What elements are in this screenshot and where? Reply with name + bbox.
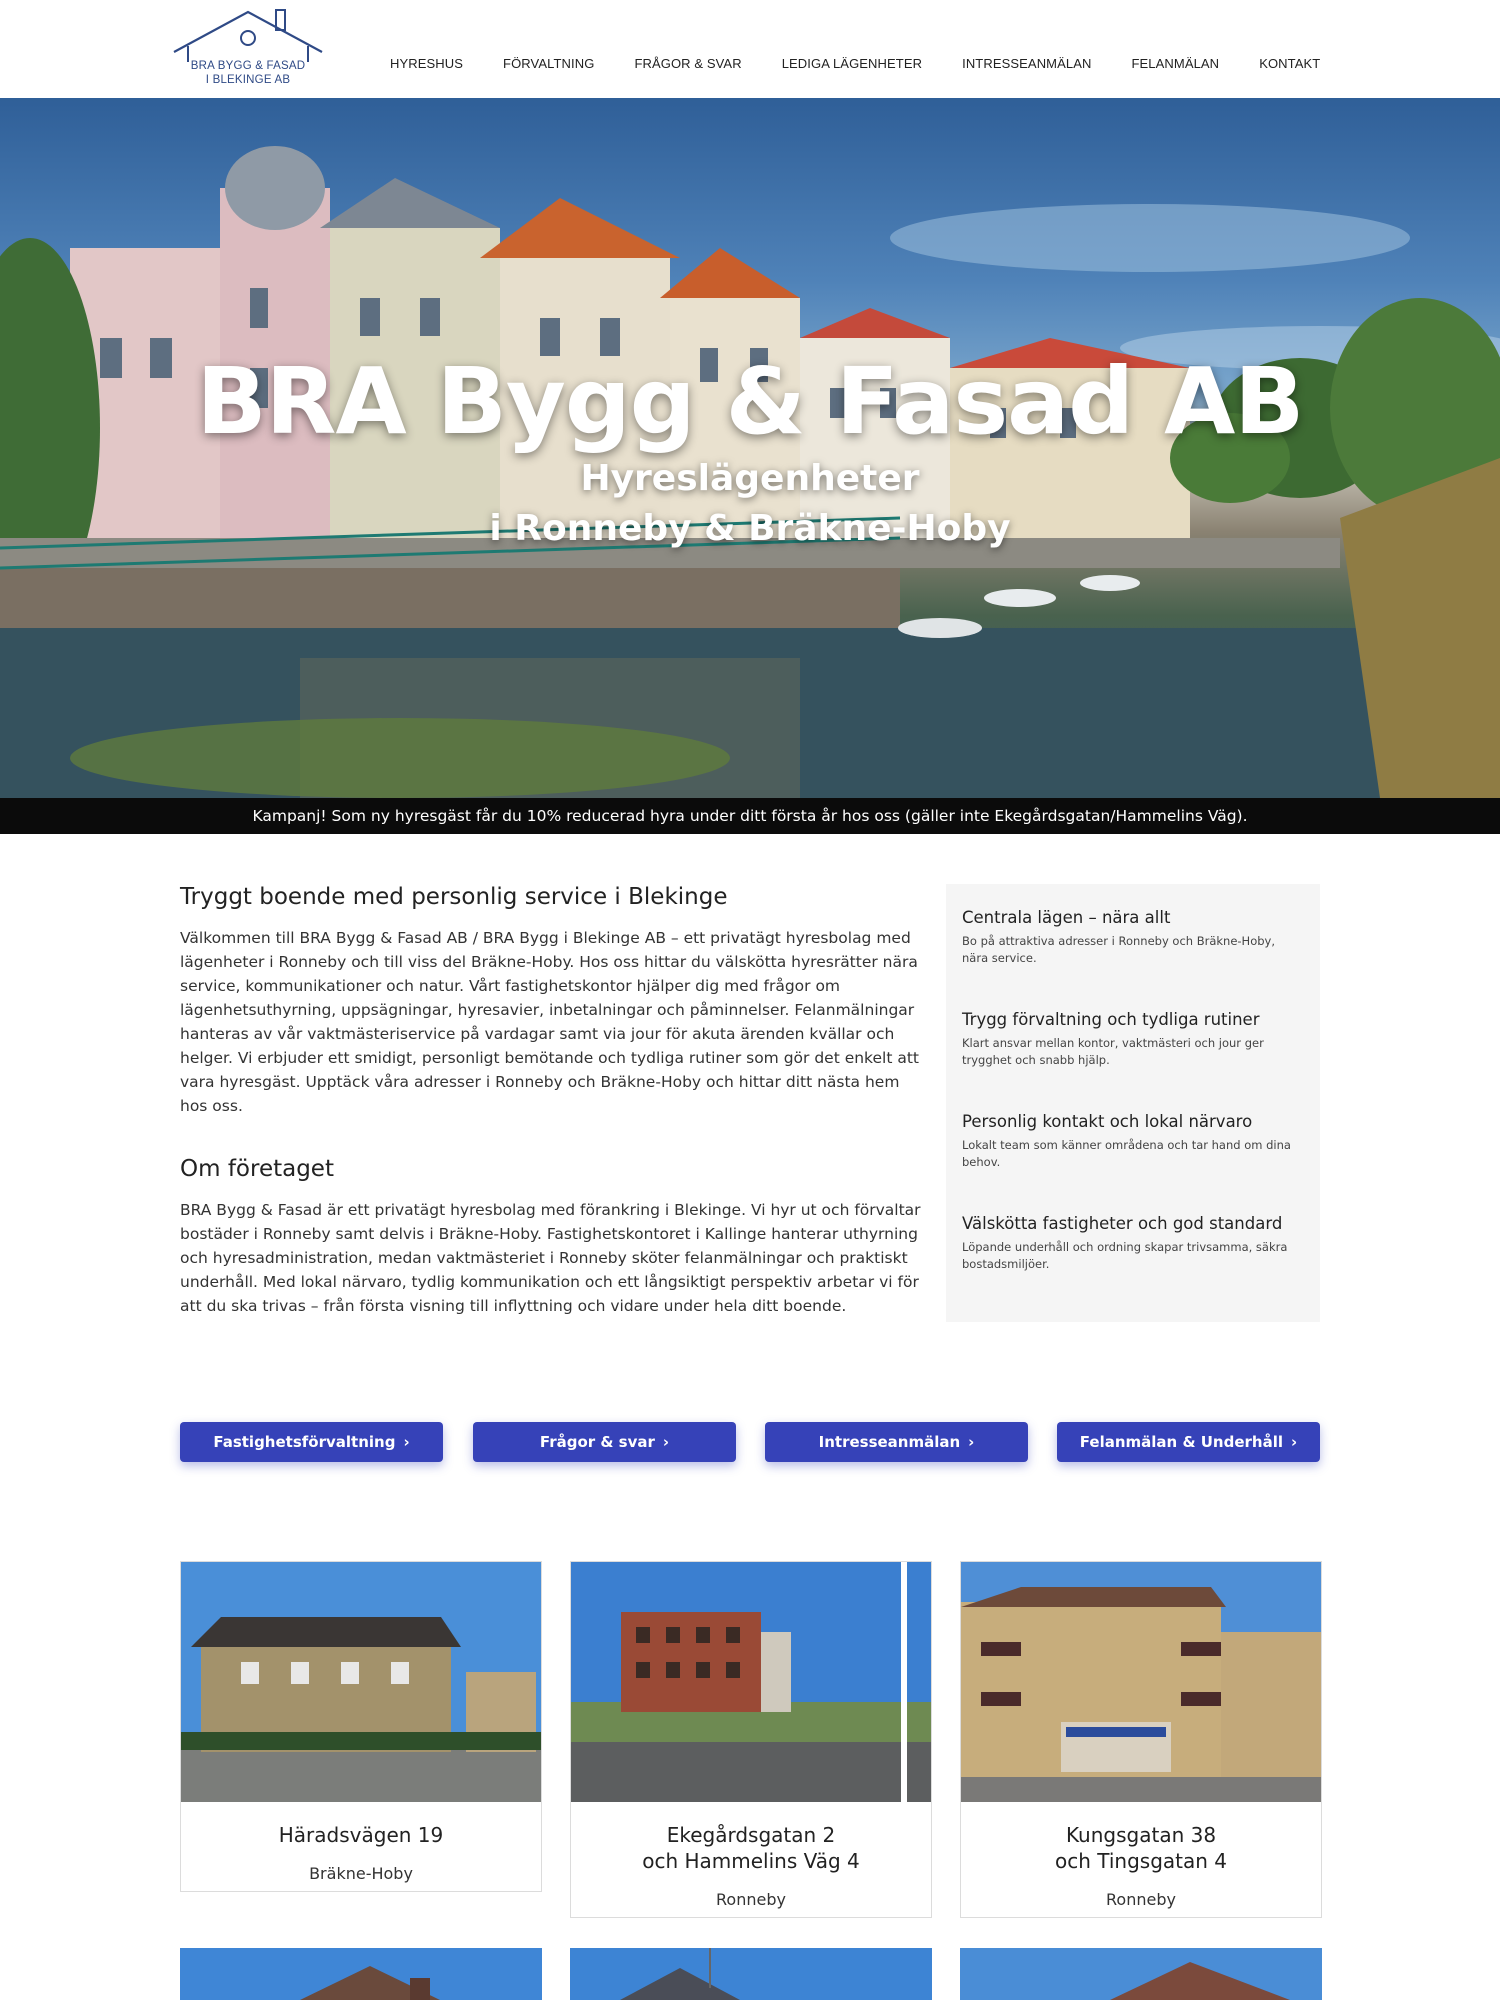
property-title [571, 1822, 931, 1874]
feature-title: Centrala lägen – nära allt [962, 908, 1171, 927]
logo-text-line2: I BLEKINGE AB [205, 74, 291, 86]
chevron-right-icon: › [968, 1433, 975, 1451]
property-photo [961, 1562, 1321, 1802]
property-card-kungsgatan[interactable] [960, 1561, 1322, 1918]
property-location: Ronneby [716, 1890, 786, 1909]
property-title-line1: Häradsvägen 19 [278, 1823, 444, 1847]
feature-title: Välskötta fastigheter och god standard [962, 1214, 1283, 1233]
main-nav [390, 56, 1320, 76]
site-header [0, 0, 1500, 98]
property-title-line1: Kungsgatan 38 [1065, 1823, 1217, 1847]
property-title-line2: och Tingsgatan 4 [1054, 1849, 1228, 1873]
fragor-svar-button[interactable] [473, 1422, 736, 1462]
intro-text: Välkommen till BRA Bygg & Fasad AB / BRA Bygg i Blekinge AB – ett privatägt hyresbolag med lägenheter i Ronneby och till viss del Bräkne-Hoby. Hos oss hittar du välskötta hyresrätter nära service, kommunikationer och natur. Vårt fastighetskontor hjälper dig med frågor om lägenhetsuthyrning, uppsägningar, hyresavier, inbetalningar och påminnelser. Felanmälningar hanteras av vår vaktmästeriservice på vardagar samt via jour för akuta ärenden kvällar och helger. Vi erbjuder ett smidigt, personligt bemötande och tydliga rutiner som gör det enkelt att vara hyresgäst. Upptäck våra adresser i Ronneby och Bräkne-Hoby och hittar ditt nästa hem hos oss. [180, 929, 919, 1115]
chevron-right-icon: › [403, 1433, 410, 1451]
chevron-right-icon: › [662, 1433, 670, 1451]
feature-item [962, 1010, 1304, 1069]
feature-title: Trygg förvaltning och tydliga rutiner [962, 1010, 1260, 1029]
property-title [961, 1822, 1321, 1874]
property-location: Ronneby [1106, 1890, 1176, 1909]
property-card-haradsvagen[interactable] [180, 1561, 542, 1892]
nav-item-fragor-svar[interactable]: FRÅGOR & SVAR [634, 56, 742, 71]
property-card-partial[interactable] [960, 1948, 1322, 2000]
about-heading: Om företaget [180, 1156, 334, 1182]
nav-item-lediga-lagenheter[interactable]: LEDIGA LÄGENHETER [781, 56, 923, 71]
feature-text: Löpande underhåll och ordning skapar trivsamma, säkra bostadsmiljöer. [962, 1240, 1288, 1271]
button-label: Frågor & svar [539, 1433, 655, 1451]
campaign-banner: Kampanj! Som ny hyresgäst får du 10% reducerad hyra under ditt första år hos oss (gäller inte Ekegårdsgatan/Hammelins Väg). [0, 798, 1500, 834]
nav-item-hyreshus[interactable]: HYRESHUS [390, 56, 464, 71]
property-card-ekegardsgatan[interactable] [570, 1561, 932, 1918]
hero-banner [0, 98, 1500, 798]
feature-text: Lokalt team som känner områdena och tar hand om dina behov. [962, 1138, 1291, 1169]
logo-text-line1: BRA BYGG & FASAD [190, 60, 306, 72]
feature-text: Klart ansvar mellan kontor, vaktmästeri och jour ger trygghet och snabb hjälp. [962, 1036, 1264, 1067]
nav-item-kontakt[interactable]: KONTAKT [1259, 56, 1321, 71]
button-label: Intresseanmälan [818, 1433, 961, 1451]
fastighetsforvaltning-button[interactable] [180, 1422, 443, 1462]
nav-item-intresseanmalan[interactable]: INTRESSEANMÄLAN [962, 56, 1092, 71]
about-text: BRA Bygg & Fasad är ett privatägt hyresbolag med förankring i Blekinge. Vi hyr ut och förvaltar bostäder i Ronneby samt delvis i Bräkne-Hoby. Fastighetskontoret i Kallinge hanterar uthyrning och hyresadministration, medan vaktmästeriet i Ronneby sköter felanmälningar och praktiskt underhåll. Med lokal närvaro, tydlig kommunikation och ett långsiktigt perspektiv arbetar vi för att du ska trivas – från första visning till inflyttning och vidare under hela ditt boende. [180, 1201, 921, 1315]
felanmalan-underhall-button[interactable] [1057, 1422, 1320, 1462]
property-card-partial[interactable] [570, 1948, 932, 2000]
intro-heading: Tryggt boende med personlig service i Blekinge [180, 884, 728, 910]
property-photo [571, 1562, 931, 1802]
property-title-line1: Ekegårdsgatan 2 [666, 1823, 836, 1847]
chevron-right-icon: › [1291, 1433, 1298, 1451]
intro-section [180, 884, 925, 1318]
property-card-partial[interactable] [180, 1948, 542, 2000]
site-logo[interactable] [170, 6, 326, 92]
property-location: Bräkne-Hoby [309, 1864, 413, 1883]
intresseanmalan-button[interactable] [765, 1422, 1028, 1462]
feature-title: Personlig kontakt och lokal närvaro [962, 1112, 1253, 1131]
property-title [181, 1822, 541, 1848]
hero-title: BRA Bygg & Fasad AB [196, 348, 1304, 455]
button-label: Felanmälan & Underhåll [1079, 1433, 1284, 1451]
quick-links [180, 1422, 1320, 1462]
feature-item [962, 908, 1304, 967]
house-logo-icon [170, 6, 326, 62]
nav-item-felanmalan[interactable]: FELANMÄLAN [1131, 56, 1220, 71]
hero-subtitle-line1: Hyreslägenheter [580, 458, 920, 499]
feature-text: Bo på attraktiva adresser i Ronneby och Bräkne-Hoby, nära service. [962, 934, 1275, 965]
property-photo [181, 1562, 541, 1802]
feature-item [962, 1112, 1304, 1171]
button-label: Fastighetsförvaltning [213, 1433, 396, 1451]
feature-item [962, 1214, 1304, 1273]
nav-item-forvaltning[interactable]: FÖRVALTNING [503, 56, 595, 71]
property-title-line2: och Hammelins Väg 4 [642, 1849, 860, 1873]
hero-subtitle-line2: i Ronneby & Bräkne-Hoby [489, 508, 1011, 549]
features-box [946, 884, 1320, 1322]
